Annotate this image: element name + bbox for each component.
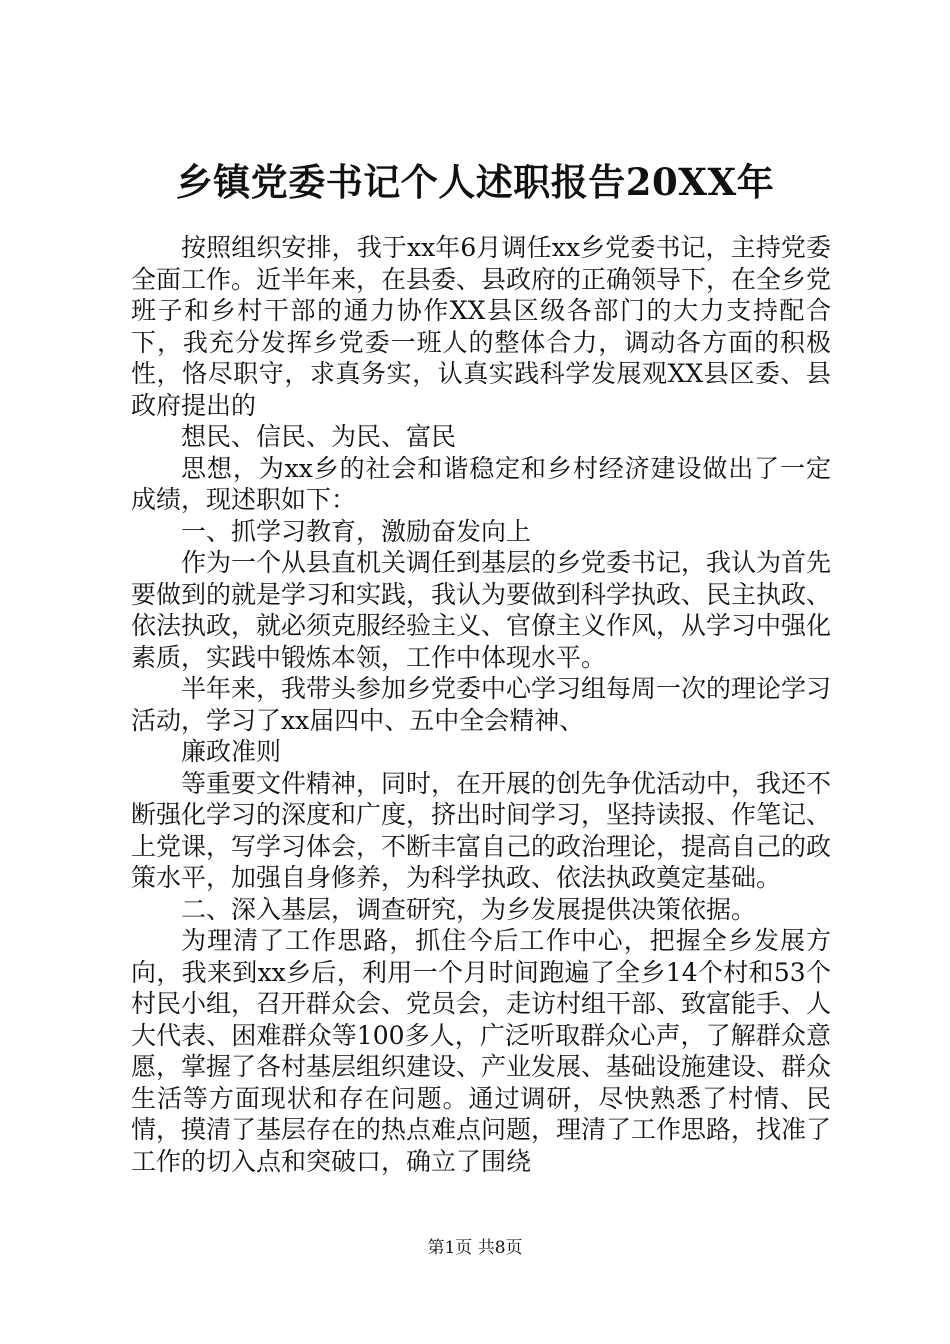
- paragraph: 想民、信民、为民、富民: [181, 422, 457, 451]
- section-heading: 一、抓学习教育，激励奋发向上: [181, 516, 532, 546]
- document-body: [131, 232, 831, 1177]
- paragraph: 半年来，我带头参加乡党委中心学习组每周一次的理论学习活动，学习了xx届四中、五中全会精神、: [131, 674, 832, 735]
- paragraph: 作为一个从县直机关调任到基层的乡党委书记，我认为首先要做到的就是学习和实践，我认为要做到科学执政、民主执政、依法执政，就必须克服经验主义、官僚主义作风，从学习中强化素质，实践中锻炼本领，工作中体现水平。: [131, 548, 832, 672]
- paragraph: 为理清了工作思路，抓住今后工作中心，把握全乡发展方向，我来到xx乡后，利用一个月时间跑遍了全乡14个村和53个村民小组，召开群众会、党员会，走访村组干部、致富能手、人大代表、困难群众等100多人，广泛听取群众心声，了解群众意愿，掌握了各村基层组织建设、产业发展、基础设施建设、群众生活等方面现状和存在问题。通过调研，尽快熟悉了村情、民情，摸清了基层存在的热点难点问题，理清了工作思路，找准了工作的切入点和突破口，确立了围绕: [131, 926, 832, 1176]
- page-number-footer: 第1页 共8页: [427, 1238, 523, 1258]
- paragraph: 思想，为xx乡的社会和谐稳定和乡村经济建设做出了一定成绩，现述职如下：: [131, 453, 831, 514]
- document-title: 乡镇党委书记个人述职报告20XX年: [175, 160, 775, 204]
- paragraph: 廉政准则: [181, 737, 282, 766]
- paragraph: 等重要文件精神，同时，在开展的创先争优活动中，我还不断强化学习的深度和广度，挤出时间学习，坚持读报、作笔记、上党课，写学习体会，不断丰富自己的政治理论，提高自己的政策水平，加强自身修养，为科学执政、依法执政奠定基础。: [131, 768, 832, 892]
- paragraph: 按照组织安排，我于xx年6月调任xx乡党委书记，主持党委全面工作。近半年来，在县委、县政府的正确领导下，在全乡党班子和乡村干部的通力协作XX县区级各部门的大力支持配合下，我充分发挥乡党委一班人的整体合力，调动各方面的积极性，恪尽职守，求真务实，认真实践科学发展观XX县区委、县政府提出的: [131, 233, 832, 420]
- section-heading: 二、深入基层，调查研究，为乡发展提供决策依据。: [181, 894, 757, 924]
